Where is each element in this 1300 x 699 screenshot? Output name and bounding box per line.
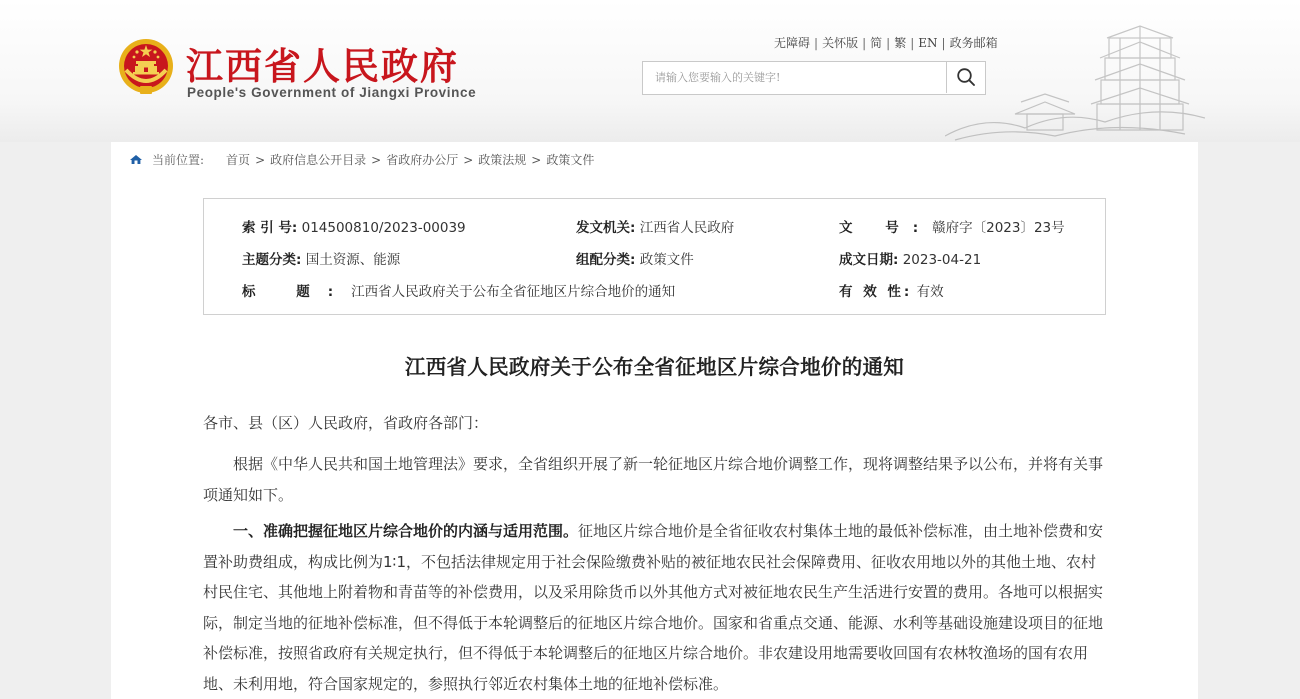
location-home-icon bbox=[129, 154, 143, 165]
tengwang-pavilion-illustration bbox=[945, 18, 1205, 142]
document-paragraph: 根据《中华人民共和国土地管理法》要求，全省组织开展了新一轮征地区片综合地价调整工作，现将调整结果予以公布，并将有关事项通知如下。 bbox=[203, 455, 1104, 504]
breadcrumb: 当前位置: 首页 > 政府信息公开目录 > 省政府办公厅 > 政策法规 > 政策文件 bbox=[129, 151, 594, 168]
site-name-cn[interactable]: 江西省人民政府 bbox=[186, 44, 459, 88]
english-link[interactable]: EN bbox=[918, 36, 938, 50]
breadcrumb-policy-documents[interactable]: 政策文件 bbox=[546, 153, 595, 167]
site-name-en: People's Government of Jiangxi Province bbox=[187, 85, 477, 100]
meta-index-number: 索 引 号: 014500810/2023-00039 bbox=[242, 220, 466, 236]
top-links: 无障碍 | 关怀版 | 简 | 繁 | EN | 政务邮箱 bbox=[774, 36, 998, 50]
document-section-1 bbox=[203, 516, 1106, 699]
meta-document-number: 文 号:赣府字〔2023〕23号 bbox=[839, 220, 1065, 236]
document-title: 江西省人民政府关于公布全省征地区片综合地价的通知 bbox=[404, 355, 905, 379]
main-content bbox=[111, 142, 1198, 699]
breadcrumb-info-disclosure[interactable]: 政府信息公开目录 bbox=[270, 153, 367, 167]
section-1-heading: 一、准确把握征地区片综合地价的内涵与适用范围。 bbox=[233, 522, 579, 540]
meta-title: 标 题:江西省人民政府关于公布全省征地区片综合地价的通知 bbox=[242, 284, 676, 300]
traditional-chinese-link[interactable]: 繁 bbox=[894, 36, 907, 50]
document-salutation: 各市、县（区）人民政府，省政府各部门： bbox=[203, 414, 489, 432]
meta-written-date: 成文日期: 2023-04-21 bbox=[839, 252, 982, 268]
meta-validity: 有 效 性: 有效 bbox=[839, 284, 944, 300]
simplified-chinese-link[interactable]: 简 bbox=[870, 36, 883, 50]
breadcrumb-home[interactable]: 首页 bbox=[226, 153, 251, 167]
meta-assembly-category: 组配分类: 政策文件 bbox=[576, 252, 694, 268]
accessibility-link[interactable]: 无障碍 bbox=[774, 36, 811, 50]
breadcrumb-general-office[interactable]: 省政府办公厅 bbox=[386, 153, 459, 167]
site-header bbox=[0, 0, 1300, 142]
search-bar bbox=[642, 61, 986, 95]
national-emblem-icon[interactable] bbox=[117, 36, 175, 98]
document-metadata-box bbox=[203, 198, 1106, 315]
meta-issuer: 发文机关: 江西省人民政府 bbox=[576, 220, 735, 236]
section-1-body: 征地区片综合地价是全省征收农村集体土地的最低补偿标准，由土地补偿费和安置补助费组成，构成比例为1∶1，不包括法律规定用于社会保险缴费补贴的被征地农民社会保障费用、征收农用地以外的其他土地、农村村民住宅、其他地上附着物和青苗等的补偿费用，以及采用除货币以外其他方式对被征地农民生产生活进行安置的费用。各地可以根据实际，制定当地的征地补偿标准，但不得低于本轮调整后的征地区片综合地价。国家和省重点交通、能源、水利等基础设施建设项目的征地补偿标准，按照省政府有关规定执行，但不得低于本轮调整后的征地区片综合地价。非农建设用地需要收回国有农林牧渔场的国有农用地、未利用地，符合国家规定的，参照执行邻近农村集体土地的征地补偿标准。 bbox=[203, 522, 1104, 693]
gov-mailbox-link[interactable]: 政务邮箱 bbox=[949, 36, 998, 50]
elder-care-mode-link[interactable]: 关怀版 bbox=[822, 36, 859, 50]
breadcrumb-label: 当前位置: bbox=[152, 153, 205, 167]
breadcrumb-policies[interactable]: 政策法规 bbox=[478, 153, 527, 167]
meta-topic-category: 主题分类: 国土资源、能源 bbox=[242, 252, 401, 268]
search-input[interactable] bbox=[643, 62, 946, 92]
